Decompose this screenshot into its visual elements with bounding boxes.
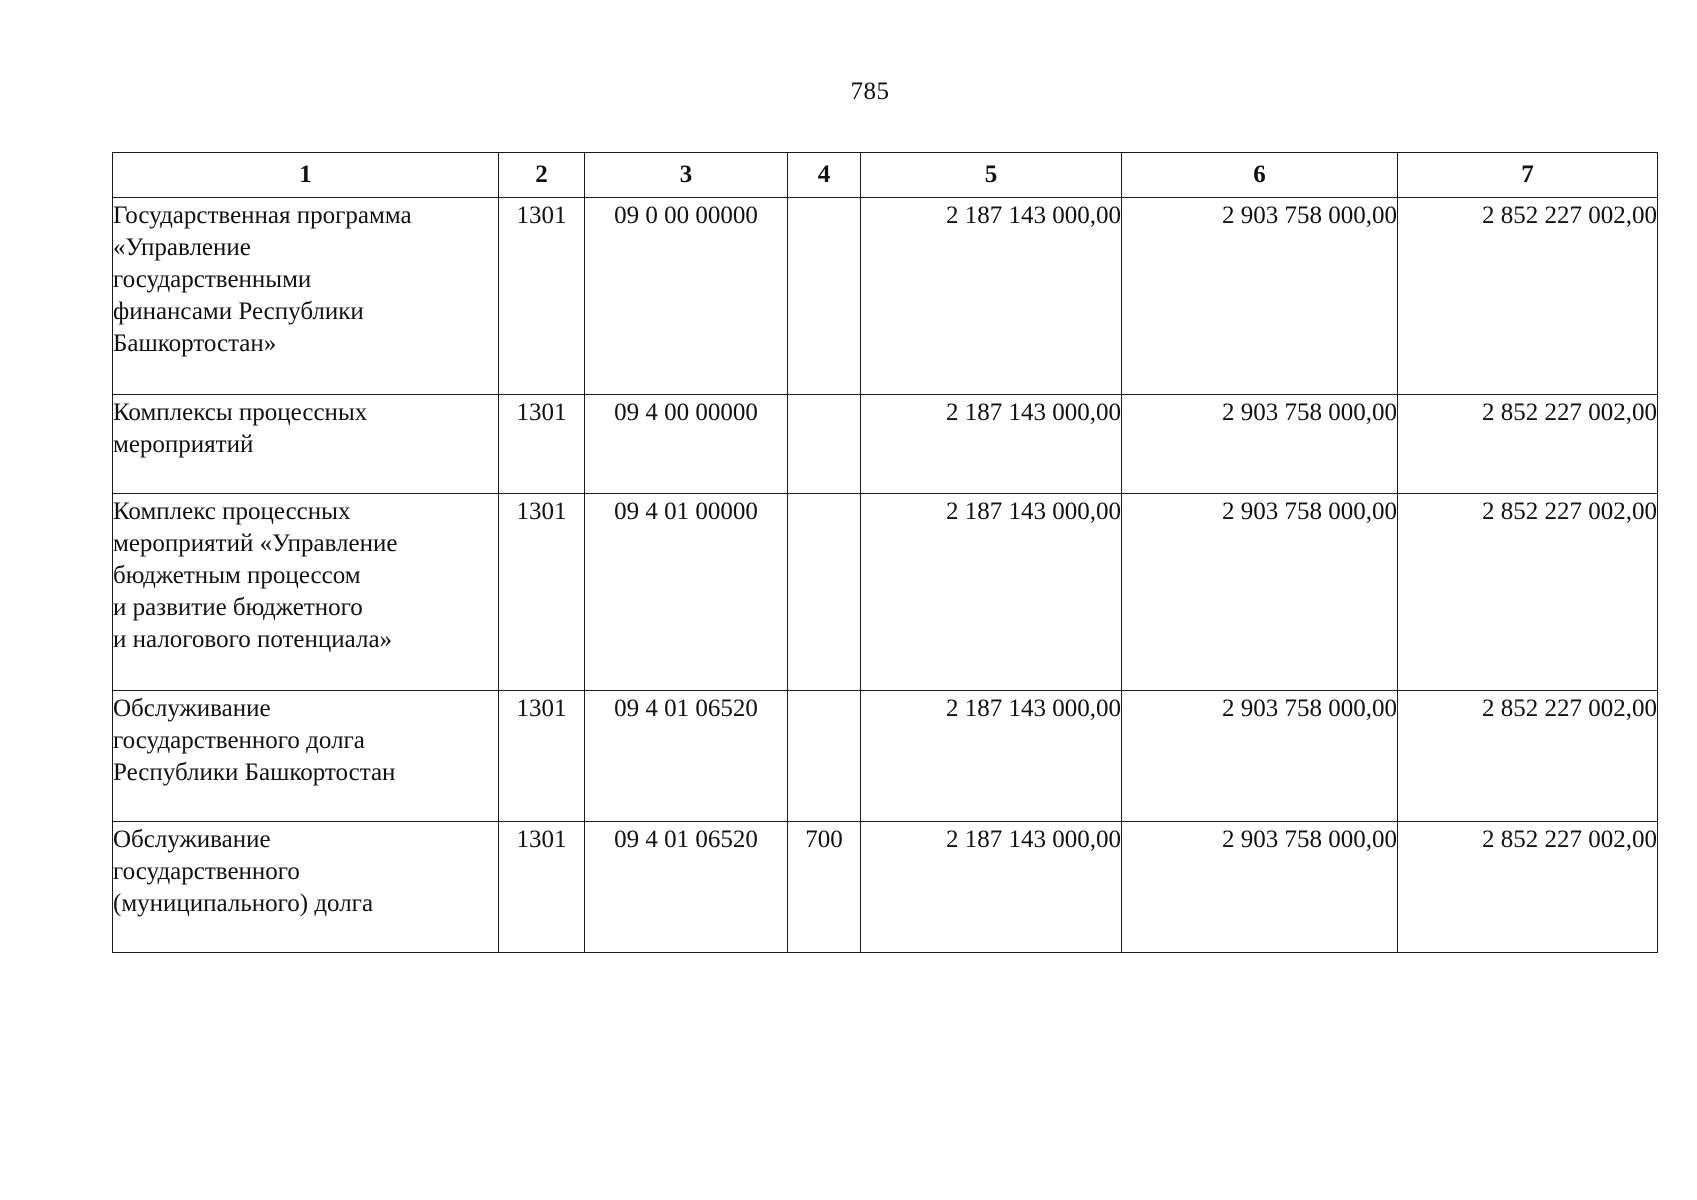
amount-col-5: 2 187 143 000,00: [861, 395, 1122, 494]
target-article-code: 09 4 01 06520: [585, 822, 788, 953]
table-row: [113, 691, 1658, 822]
item-name: [113, 395, 499, 494]
expense-type: [788, 198, 861, 395]
table-row: [113, 198, 1658, 395]
item-name-line: Комплекс процессных: [113, 498, 351, 525]
column-header: 2: [499, 153, 585, 198]
item-name-line: Обслуживание: [113, 695, 271, 722]
amount-col-5: 2 187 143 000,00: [861, 691, 1122, 822]
item-name-line: (муниципального) долга: [113, 890, 374, 917]
amount-col-7: 2 852 227 002,00: [1398, 198, 1658, 395]
section-code: 1301: [499, 822, 585, 953]
target-article-code: 09 4 01 06520: [585, 691, 788, 822]
item-name-line: бюджетным процессом: [113, 562, 361, 589]
amount-col-6: 2 903 758 000,00: [1122, 822, 1398, 953]
amount-col-6: 2 903 758 000,00: [1122, 198, 1398, 395]
item-name-line: мероприятий: [113, 431, 254, 458]
item-name-line: финансами Республики: [113, 298, 364, 325]
item-name-line: государственными: [113, 266, 312, 293]
item-name-line: Обслуживание: [113, 826, 271, 853]
amount-col-7: 2 852 227 002,00: [1398, 395, 1658, 494]
amount-col-7: 2 852 227 002,00: [1398, 691, 1658, 822]
column-header: 5: [861, 153, 1122, 198]
section-code: 1301: [499, 494, 585, 691]
amount-col-6: 2 903 758 000,00: [1122, 494, 1398, 691]
item-name-line: государственного: [113, 858, 300, 885]
item-name: [113, 822, 499, 953]
expense-type: [788, 395, 861, 494]
target-article-code: 09 4 00 00000: [585, 395, 788, 494]
section-code: 1301: [499, 198, 585, 395]
item-name-line: Комплексы процессных: [113, 399, 368, 426]
table-row: [113, 395, 1658, 494]
target-article-code: 09 0 00 00000: [585, 198, 788, 395]
expense-type: [788, 691, 861, 822]
column-header: 3: [585, 153, 788, 198]
column-header: 7: [1398, 153, 1658, 198]
amount-col-5: 2 187 143 000,00: [861, 822, 1122, 953]
item-name-line: государственного долга: [113, 727, 365, 754]
column-header: 4: [788, 153, 861, 198]
amount-col-7: 2 852 227 002,00: [1398, 494, 1658, 691]
item-name-line: Государственная программа: [113, 202, 412, 229]
amount-col-6: 2 903 758 000,00: [1122, 691, 1398, 822]
expense-type: [788, 494, 861, 691]
target-article-code: 09 4 01 00000: [585, 494, 788, 691]
item-name: [113, 198, 499, 395]
item-name-line: «Управление: [113, 234, 251, 261]
amount-col-5: 2 187 143 000,00: [861, 494, 1122, 691]
amount-col-6: 2 903 758 000,00: [1122, 395, 1398, 494]
expense-type: 700: [788, 822, 861, 953]
page-number: 785: [850, 78, 890, 105]
table-row: [113, 494, 1658, 691]
item-name-line: и развитие бюджетного: [113, 594, 363, 621]
amount-col-5: 2 187 143 000,00: [861, 198, 1122, 395]
budget-table: [112, 152, 1658, 953]
table-header-row: [113, 153, 1658, 198]
section-code: 1301: [499, 395, 585, 494]
item-name-line: мероприятий «Управление: [113, 530, 398, 557]
column-header: 6: [1122, 153, 1398, 198]
item-name-line: и налогового потенциала»: [113, 626, 393, 653]
amount-col-7: 2 852 227 002,00: [1398, 822, 1658, 953]
item-name-line: Башкортостан»: [113, 330, 277, 357]
item-name-line: Республики Башкортостан: [113, 759, 396, 786]
item-name: [113, 494, 499, 691]
table-row: [113, 822, 1658, 953]
column-header: 1: [113, 153, 499, 198]
item-name: [113, 691, 499, 822]
section-code: 1301: [499, 691, 585, 822]
